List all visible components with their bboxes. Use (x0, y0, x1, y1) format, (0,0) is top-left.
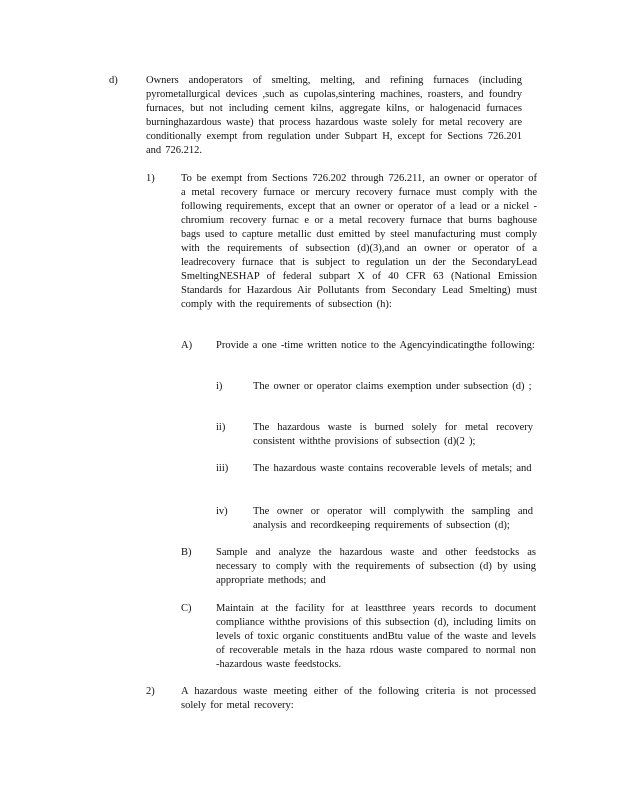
paragraph-i-marker: i) (216, 381, 223, 392)
paragraph-1-text: To be exempt from Sections 726.202 through 726.211, an owner or operator of a metal recovery furnace or mercury recovery furnace must comply with the following requirements, except that an owner or operator of a lead or a nickel -chromium recovery furnac e or a metal recovery furnace that burns baghouse bags used to capture metallic dust emitted by steel manufacturing must comply with the requirements of subsection (d)(3),and an owner or operator of a leadrecovery furnace that is subject to regulation un der the SecondaryLead SmeltingNESHAP of federal subpart X of 40 CFR 63 (National Emission Standards for Hazardous Air Pollutants from Secondary Lead Smelting) must comply with the requirements of subsection (h): (181, 173, 537, 310)
paragraph-ii-marker: ii) (216, 422, 226, 433)
paragraph-C-marker: C) (181, 603, 192, 614)
paragraph-B-text: Sample and analyze the hazardous waste and other feedstocks as necessary to comply with the requirements of subsection (d) by using appropriate methods; and (216, 547, 536, 586)
paragraph-B-marker: B) (181, 547, 192, 558)
paragraph-1-marker: 1) (146, 173, 155, 184)
paragraph-2-marker: 2) (146, 686, 155, 697)
paragraph-2-text: A hazardous waste meeting either of the following criteria is not processed solely for metal recovery: (181, 686, 536, 711)
paragraph-C-text: Maintain at the facility for at leastthree years records to document compliance withthe provisions of this subsection (d), including limits on levels of toxic organic constituents andBtu value of the waste and levels of recoverable metals in the haza rdous waste compared to normal non -hazardous waste feedstocks. (216, 603, 536, 670)
paragraph-iv-marker: iv) (216, 506, 228, 517)
paragraph-A-text: Provide a one -time written notice to the Agencyindicatingthe following: (216, 340, 535, 351)
paragraph-ii-text: The hazardous waste is burned solely for metal recovery consistent withthe provisions of subsection (d)(2 ); (253, 422, 533, 447)
subsection-d-marker: d) (109, 75, 118, 86)
paragraph-iv-text: The owner or operator will complywith the sampling and analysis and recordkeeping requirements of subsection (d); (253, 506, 533, 531)
subsection-d-text: Owners andoperators of smelting, melting, and refining furnaces (including pyrometallurgical devices ,such as cupolas,sintering machines, roasters, and foundry furnaces, but not including cement kilns, aggregate kilns, or halogenacid furnaces burninghazardous waste) that process hazardous waste solely for metal recovery are conditionally exempt from regulation under Subpart H, except for Sections 726.201 and 726.212. (146, 75, 522, 156)
paragraph-iii-text: The hazardous waste contains recoverable levels of metals; and (253, 463, 532, 474)
paragraph-A-marker: A) (181, 340, 193, 351)
paragraph-iii-marker: iii) (216, 463, 229, 474)
paragraph-i-text: The owner or operator claims exemption under subsection (d) ; (253, 381, 532, 392)
